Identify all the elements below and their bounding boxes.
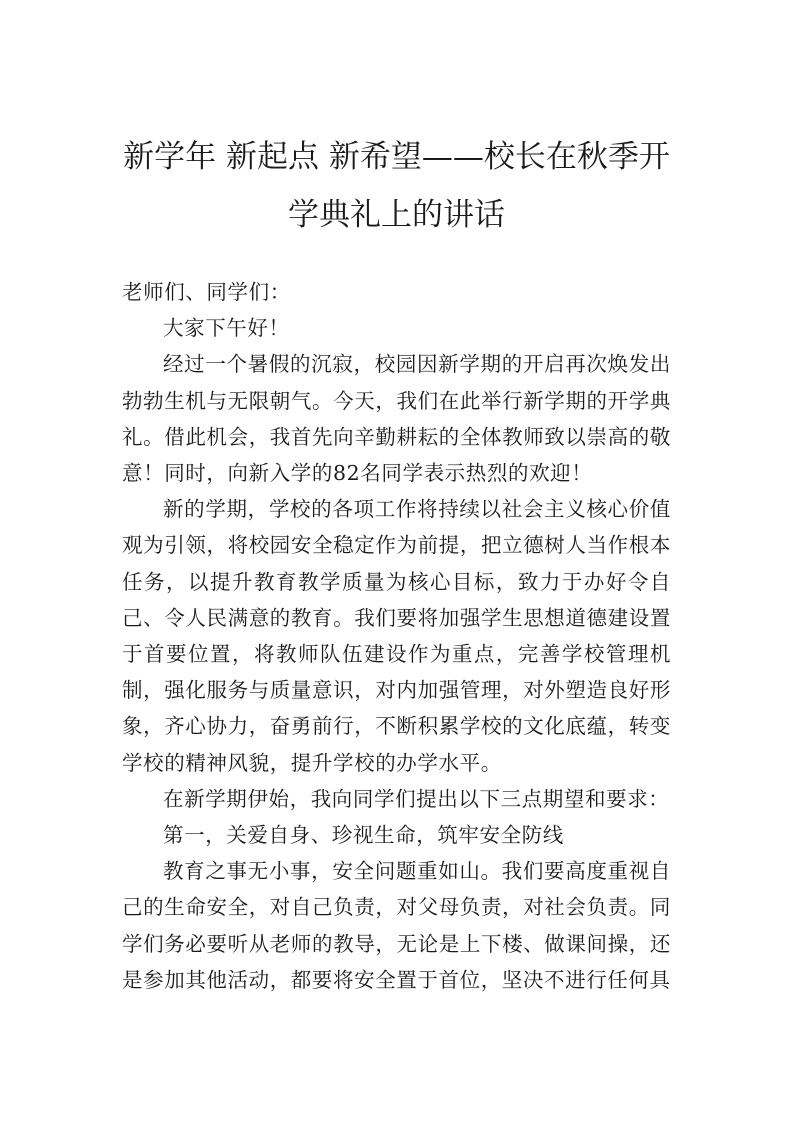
document-title	[100, 128, 693, 244]
paragraph-opening: 经过一个暑假的沉寂，校园因新学期的开启再次焕发出勃勃生机与无限朝气。今天，我们在此举行新学期的开学典礼。借此机会，我首先向辛勤耕耘的全体教师致以崇高的敬意！同时，向新入学的82名同学表示热烈的欢迎！	[122, 352, 671, 486]
salutation: 老师们、同学们：	[122, 280, 291, 304]
paragraph-expectations-intro: 在新学期伊始，我向同学们提出以下三点期望和要求：	[163, 786, 670, 811]
title-line-2: 学典礼上的讲话	[288, 197, 505, 233]
paragraph-safety: 教育之事无小事，安全问题重如山。我们要高度重视自己的生命安全，对自己负责，对父母负责，对社会负责。同学们务必要听从老师的教导，无论是上下楼、做课间操，还是参加其他活动，都要将安全置于首位，坚决不进行任何具	[122, 859, 671, 992]
title-line-1: 新学年 新起点 新希望——校长在秋季开	[123, 139, 670, 175]
document-body	[122, 274, 671, 998]
paragraph-new-semester: 新的学期，学校的各项工作将持续以社会主义核心价值观为引领，将校园安全稳定作为前提，把立德树人当作根本任务，以提升教育教学质量为核心目标，致力于办好令自己、令人民满意的教育。我们要将加强学生思想道德建设置于首要位置，将教师队伍建设作为重点，完善学校管理机制，强化服务与质量意识，对内加强管理，对外塑造良好形象，齐心协力，奋勇前行，不断积累学校的文化底蕴，转变学校的精神风貌，提升学校的办学水平。	[122, 497, 671, 775]
paragraph-point-one-heading: 第一，关爱自身、珍视生命，筑牢安全防线	[163, 823, 564, 848]
paragraph-greeting: 大家下午好！	[163, 316, 290, 341]
